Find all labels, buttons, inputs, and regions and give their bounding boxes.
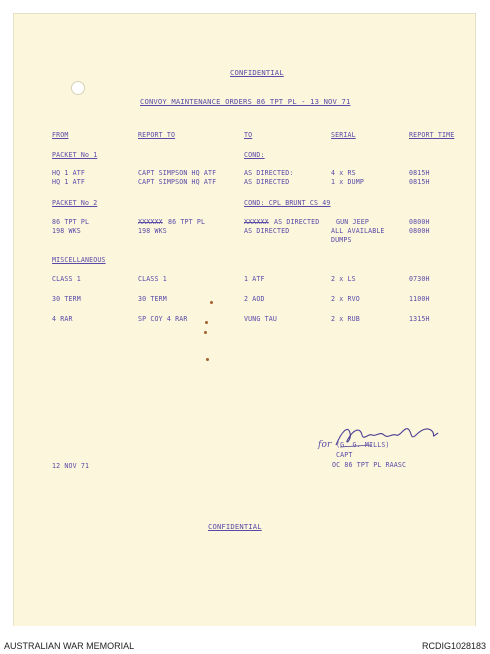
header-from: FROM <box>52 131 69 139</box>
misc-row3-time: 1315H <box>409 315 430 323</box>
signatory-name: (G. G. MILLS) <box>336 441 390 449</box>
misc-row2-from: 30 TERM <box>52 295 81 303</box>
packet1-row1-serial: 4 x RS <box>331 169 356 177</box>
signatory-rank: CAPT <box>336 451 353 459</box>
packet2-row2-to: AS DIRECTED <box>244 227 290 235</box>
misc-row3-to: VUNG TAU <box>244 315 277 323</box>
misc-row1-time: 0730H <box>409 275 430 283</box>
packet2-cond: COND: CPL BRUNT CS 49 <box>244 199 331 207</box>
packet2-row1-report-to: 86 TPT PL <box>168 218 206 226</box>
packet1-label: PACKET No 1 <box>52 151 98 159</box>
packet2-row2-from: 198 WKS <box>52 227 81 235</box>
misc-row1-report-to: CLASS 1 <box>138 275 167 283</box>
footer-reference: RCDIG1028183 <box>421 641 486 651</box>
archive-footer <box>0 626 490 654</box>
misc-row1-serial: 2 x LS <box>331 275 356 283</box>
misc-label: MISCELLANEOUS <box>52 256 106 264</box>
packet2-row1-serial: GUN JEEP <box>336 218 369 226</box>
ink-mark <box>204 331 207 334</box>
header-to: TO <box>244 131 253 139</box>
ink-mark <box>205 321 208 324</box>
packet1-row1-time: 0815H <box>409 169 430 177</box>
packet2-row1-time: 0800H <box>409 218 430 226</box>
packet1-row2-time: 0815H <box>409 178 430 186</box>
misc-row3-from: 4 RAR <box>52 315 73 323</box>
packet2-row2-report-to: 198 WKS <box>138 227 167 235</box>
document-page <box>14 14 475 626</box>
packet1-row2-report-to: CAPT SIMPSON HQ ATF <box>138 178 217 186</box>
misc-row2-report-to: 30 TERM <box>138 295 167 303</box>
misc-row2-time: 1100H <box>409 295 430 303</box>
misc-row1-to: 1 ATF <box>244 275 265 283</box>
packet1-row1-report-to: CAPT SIMPSON HQ ATF <box>138 169 217 177</box>
packet2-row1-from: 86 TPT PL <box>52 218 90 226</box>
packet1-row1-to: AS DIRECTED: <box>244 169 294 177</box>
classification-top: CONFIDENTIAL <box>230 68 284 77</box>
classification-bottom: CONFIDENTIAL <box>208 522 262 531</box>
footer-source: AUSTRALIAN WAR MEMORIAL <box>4 641 135 651</box>
misc-row3-report-to: SP COY 4 RAR <box>138 315 188 323</box>
ink-mark <box>210 301 213 304</box>
packet2-row1-report-to-struck: XXXXXX <box>138 218 163 226</box>
misc-row3-serial: 2 x RUB <box>331 315 360 323</box>
header-report-to: REPORT TO <box>138 131 176 139</box>
punch-hole <box>71 81 85 95</box>
packet2-row1-to: AS DIRECTED <box>274 218 320 226</box>
misc-row2-to: 2 AOD <box>244 295 265 303</box>
header-report-time: REPORT TIME <box>409 131 455 139</box>
misc-row2-serial: 2 x RVO <box>331 295 360 303</box>
ink-mark <box>206 358 209 361</box>
signature-prefix: for <box>318 440 332 450</box>
packet2-row2-serial: ALL AVAILABLE <box>331 227 385 235</box>
misc-row1-from: CLASS 1 <box>52 275 81 283</box>
packet2-row2-serial-cont: DUMPS <box>331 236 352 244</box>
signatory-position: OC 86 TPT PL RAASC <box>332 461 407 469</box>
packet1-row2-serial: 1 x DUMP <box>331 178 364 186</box>
packet1-row2-from: HQ 1 ATF <box>52 178 85 186</box>
packet2-row1-to-struck: XXXXXX <box>244 218 269 226</box>
packet2-row2-time: 0800H <box>409 227 430 235</box>
header-serial: SERIAL <box>331 131 356 139</box>
document-title: CONVOY MAINTENANCE ORDERS 86 TPT PL - 13 NOV 71 <box>140 97 351 106</box>
packet2-label: PACKET No 2 <box>52 199 98 207</box>
packet1-row1-from: HQ 1 ATF <box>52 169 85 177</box>
packet1-row2-to: AS DIRECTED <box>244 178 290 186</box>
packet1-cond: COND: <box>244 151 265 159</box>
document-date: 12 NOV 71 <box>52 462 90 470</box>
